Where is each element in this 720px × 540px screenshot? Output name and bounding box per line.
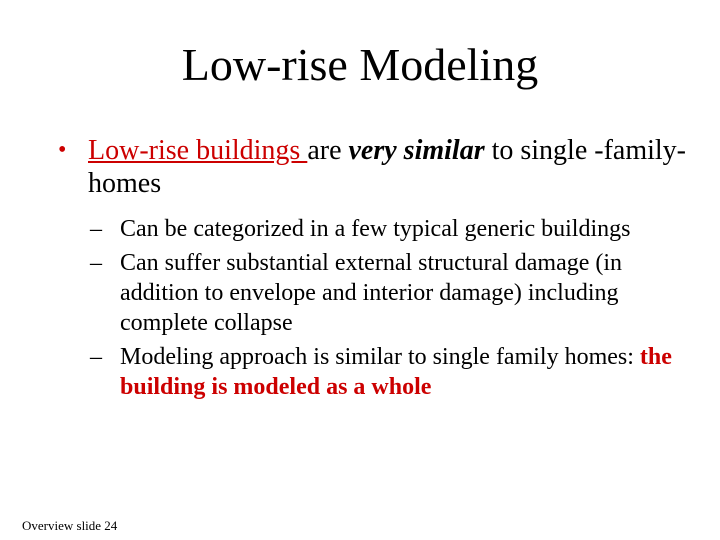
sub-bullet-dash: – bbox=[90, 250, 102, 276]
sub-bullet-dash: – bbox=[90, 216, 102, 242]
sub-bullet-text: Can be categorized in a few typical generic buildings bbox=[120, 216, 631, 242]
bullet-text-after-link: are bbox=[307, 135, 349, 166]
sub-bullet-list bbox=[90, 214, 690, 406]
sub-bullet-text: Can suffer substantial external structural damage (in addition to envelope and interior damage) including complete collapse bbox=[120, 250, 623, 336]
slide-title: Low-rise Modeling bbox=[181, 39, 539, 90]
slide-footer: Overview slide 24 bbox=[22, 518, 118, 533]
sub-bullet-item bbox=[90, 342, 690, 402]
modeled-as-whole-emphasis: the building is modeled as a whole bbox=[120, 344, 672, 400]
bullet-text-end: to single -family-homes bbox=[88, 135, 686, 199]
low-rise-buildings-link[interactable]: Low-rise buildings bbox=[88, 135, 308, 166]
sub-bullet-dash: – bbox=[90, 344, 102, 370]
sub-bullet-item bbox=[90, 214, 690, 244]
main-bullet-text bbox=[88, 134, 688, 200]
bullet-marker: • bbox=[58, 137, 67, 163]
very-similar-emphasis: very similar bbox=[348, 135, 485, 166]
sub-bullet-text: Modeling approach is similar to single family homes: bbox=[120, 344, 640, 370]
sub-bullet-item bbox=[90, 248, 690, 338]
